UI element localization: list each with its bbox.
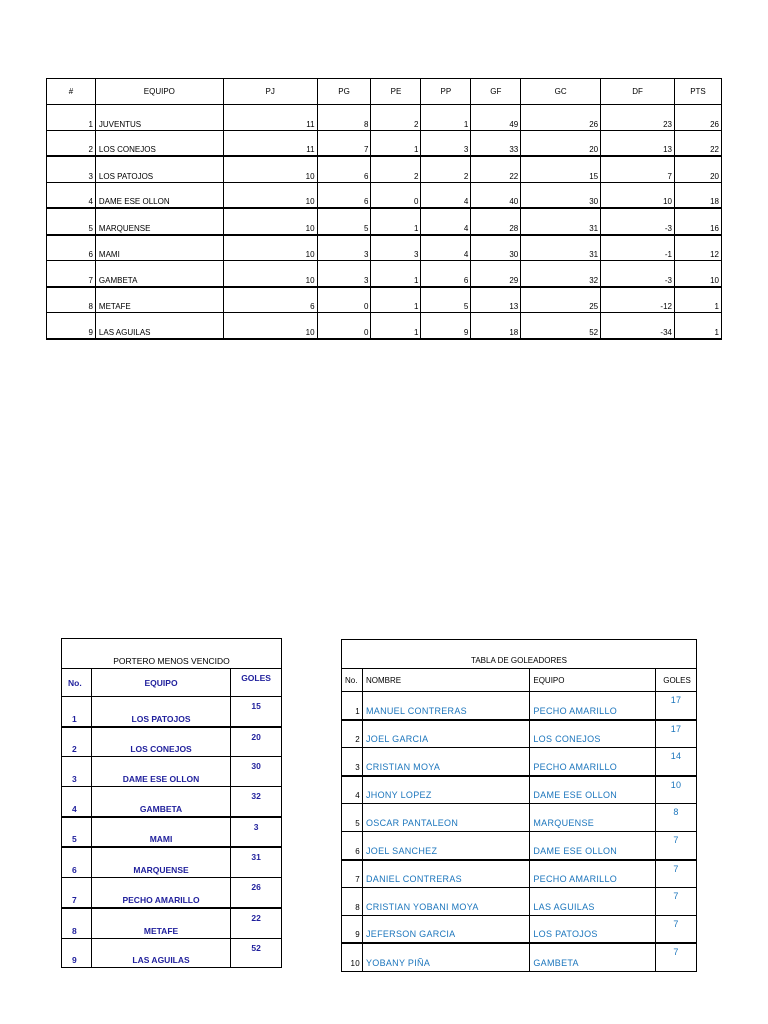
cell-pos: 3 [47,156,96,182]
cell-pg: 0 [317,287,371,313]
cell-no: 4 [342,776,363,804]
cell-df: -3 [601,261,675,287]
cell-pg: 6 [317,156,371,182]
cell-no: 9 [62,938,92,968]
cell-pg: 0 [317,313,371,339]
table-row [342,888,697,916]
cell-no: 8 [62,908,92,938]
col-header-goals: GOLES [656,669,697,692]
cell-team: DAME ESE OLLON [95,182,223,208]
cell-gc: 31 [521,235,601,261]
cell-name: JHONY LOPEZ [362,776,529,804]
table-row [62,727,282,757]
cell-pe: 1 [371,261,421,287]
cell-gf: 18 [471,313,521,339]
cell-gc: 25 [521,287,601,313]
cell-team: PECHO AMARILLO [530,748,656,776]
cell-goals: 7 [656,831,697,859]
cell-df: 13 [601,130,675,156]
table-row [47,313,722,339]
cell-pg: 6 [317,182,371,208]
standings-header-row [47,79,722,105]
cell-team: MARQUENSE [530,804,656,832]
cell-goals: 7 [656,915,697,943]
cell-pe: 1 [371,313,421,339]
cell-pp: 1 [421,105,471,131]
table-row [47,182,722,208]
cell-pos: 4 [47,182,96,208]
cell-df: -3 [601,208,675,235]
cell-pg: 3 [317,261,371,287]
cell-pg: 5 [317,208,371,235]
cell-pp: 5 [421,287,471,313]
cell-no: 1 [342,692,363,720]
cell-pe: 1 [371,208,421,235]
cell-team: PECHO AMARILLO [91,878,230,908]
cell-pts: 10 [674,261,721,287]
cell-gf: 49 [471,105,521,131]
cell-gc: 20 [521,130,601,156]
cell-goals: 31 [231,847,282,877]
cell-goals: 20 [231,727,282,757]
cell-no: 2 [62,727,92,757]
cell-pg: 3 [317,235,371,261]
col-header-pj: PJ [223,79,317,105]
cell-team: METAFE [95,287,223,313]
cell-pts: 20 [674,156,721,182]
cell-name: CRISTIAN MOYA [362,748,529,776]
col-header-df: DF [601,79,675,105]
scorers-header-row [342,669,697,692]
table-row [62,787,282,817]
col-header-team: EQUIPO [95,79,223,105]
cell-pts: 12 [674,235,721,261]
scorers-body [342,692,697,972]
cell-pe: 1 [371,130,421,156]
cell-pj: 10 [223,235,317,261]
cell-goals: 7 [656,860,697,888]
cell-team: LOS PATOJOS [91,697,230,727]
cell-gc: 15 [521,156,601,182]
cell-pe: 3 [371,235,421,261]
table-row [342,748,697,776]
cell-name: OSCAR PANTALEON [362,804,529,832]
cell-df: -12 [601,287,675,313]
cell-gf: 40 [471,182,521,208]
cell-no: 6 [342,831,363,859]
cell-pos: 8 [47,287,96,313]
cell-team: MARQUENSE [91,847,230,877]
cell-goals: 22 [231,908,282,938]
cell-gf: 22 [471,156,521,182]
scorers-title-row [342,640,697,669]
table-row [62,817,282,848]
table-row [62,847,282,877]
table-row [47,208,722,235]
cell-gf: 30 [471,235,521,261]
cell-pp: 2 [421,156,471,182]
cell-name: YOBANY PIÑA [362,943,529,971]
cell-pj: 11 [223,130,317,156]
cell-name: MANUEL CONTRERAS [362,692,529,720]
cell-team: MAMI [91,817,230,848]
cell-goals: 26 [231,878,282,908]
cell-df: -1 [601,235,675,261]
cell-no: 1 [62,697,92,727]
table-row [342,915,697,943]
goalkeeper-table [61,638,282,968]
cell-pj: 10 [223,182,317,208]
cell-pe: 0 [371,182,421,208]
cell-name: JOEL SANCHEZ [362,831,529,859]
cell-pj: 10 [223,261,317,287]
cell-goals: 52 [231,938,282,968]
cell-gf: 13 [471,287,521,313]
table-row [47,156,722,182]
cell-pos: 6 [47,235,96,261]
cell-gf: 33 [471,130,521,156]
cell-gc: 31 [521,208,601,235]
cell-pts: 26 [674,105,721,131]
cell-team: PECHO AMARILLO [530,860,656,888]
scorers-table-title: TABLA DE GOLEADORES [342,640,697,669]
col-header-pos: # [47,79,96,105]
cell-pe: 1 [371,287,421,313]
col-header-pg: PG [317,79,371,105]
cell-pj: 10 [223,208,317,235]
cell-team: LAS AGUILAS [95,313,223,339]
col-header-pe: PE [371,79,421,105]
cell-pos: 1 [47,105,96,131]
table-row [62,878,282,908]
cell-pp: 3 [421,130,471,156]
cell-goals: 17 [656,692,697,720]
table-row [62,757,282,787]
cell-no: 10 [342,943,363,971]
cell-no: 9 [342,915,363,943]
cell-pts: 1 [674,313,721,339]
cell-gf: 29 [471,261,521,287]
cell-pj: 6 [223,287,317,313]
cell-pe: 2 [371,156,421,182]
col-header-name: NOMBRE [362,669,529,692]
table-row [342,776,697,804]
cell-team: PECHO AMARILLO [530,692,656,720]
col-header-pts: PTS [674,79,721,105]
cell-gf: 28 [471,208,521,235]
cell-no: 4 [62,787,92,817]
cell-pts: 18 [674,182,721,208]
cell-name: JEFERSON GARCIA [362,915,529,943]
cell-team: DAME ESE OLLON [91,757,230,787]
cell-no: 5 [62,817,92,848]
cell-pos: 2 [47,130,96,156]
col-header-no: No. [62,669,92,697]
cell-team: DAME ESE OLLON [530,776,656,804]
cell-team: METAFE [91,908,230,938]
cell-team: LOS PATOJOS [95,156,223,182]
cell-pts: 1 [674,287,721,313]
table-row [342,860,697,888]
col-header-gc: GC [521,79,601,105]
cell-no: 7 [342,860,363,888]
cell-team: MAMI [95,235,223,261]
cell-goals: 10 [656,776,697,804]
cell-name: DANIEL CONTRERAS [362,860,529,888]
cell-goals: 8 [656,804,697,832]
cell-gc: 32 [521,261,601,287]
cell-team: DAME ESE OLLON [530,831,656,859]
table-row [342,831,697,859]
cell-gc: 26 [521,105,601,131]
cell-goals: 17 [656,720,697,748]
cell-team: LOS CONEJOS [95,130,223,156]
table-row [47,261,722,287]
cell-pj: 11 [223,105,317,131]
cell-team: LOS CONEJOS [530,720,656,748]
table-row [342,804,697,832]
cell-df: 7 [601,156,675,182]
cell-team: MARQUENSE [95,208,223,235]
table-row [47,287,722,313]
cell-name: JOEL GARCIA [362,720,529,748]
cell-name: CRISTIAN YOBANI MOYA [362,888,529,916]
cell-team: LAS AGUILAS [530,888,656,916]
cell-gc: 30 [521,182,601,208]
cell-df: 23 [601,105,675,131]
standings-body [47,105,722,339]
cell-pp: 4 [421,182,471,208]
cell-goals: 32 [231,787,282,817]
table-row [47,105,722,131]
cell-pg: 7 [317,130,371,156]
table-row [62,697,282,727]
goalkeeper-table-title: PORTERO MENOS VENCIDO [62,639,282,669]
cell-no: 3 [62,757,92,787]
scorers-table [341,639,697,972]
cell-pp: 4 [421,208,471,235]
cell-goals: 3 [231,817,282,848]
col-header-pp: PP [421,79,471,105]
table-row [342,720,697,748]
col-header-no: No. [342,669,363,692]
cell-pts: 16 [674,208,721,235]
cell-pg: 8 [317,105,371,131]
cell-goals: 7 [656,888,697,916]
cell-pos: 7 [47,261,96,287]
col-header-gf: GF [471,79,521,105]
cell-pj: 10 [223,156,317,182]
cell-goals: 14 [656,748,697,776]
table-row [47,130,722,156]
cell-pp: 6 [421,261,471,287]
cell-no: 7 [62,878,92,908]
goalkeeper-body [62,697,282,968]
cell-no: 6 [62,847,92,877]
cell-goals: 15 [231,697,282,727]
col-header-goals: GOLES [231,669,282,697]
cell-gc: 52 [521,313,601,339]
table-row [62,908,282,938]
table-row [47,235,722,261]
cell-pe: 2 [371,105,421,131]
cell-team: GAMBETA [530,943,656,971]
cell-pts: 22 [674,130,721,156]
cell-team: LOS CONEJOS [91,727,230,757]
cell-team: LOS PATOJOS [530,915,656,943]
cell-pj: 10 [223,313,317,339]
table-row [342,692,697,720]
cell-goals: 7 [656,943,697,971]
cell-team: GAMBETA [91,787,230,817]
col-header-team: EQUIPO [530,669,656,692]
cell-pp: 9 [421,313,471,339]
cell-team: GAMBETA [95,261,223,287]
table-row [62,938,282,968]
cell-no: 3 [342,748,363,776]
goalkeeper-header-row [62,669,282,697]
cell-df: 10 [601,182,675,208]
cell-pp: 4 [421,235,471,261]
cell-no: 8 [342,888,363,916]
cell-pos: 5 [47,208,96,235]
cell-pos: 9 [47,313,96,339]
cell-df: -34 [601,313,675,339]
cell-team: LAS AGUILAS [91,938,230,968]
cell-no: 2 [342,720,363,748]
cell-goals: 30 [231,757,282,787]
goalkeeper-title-row [62,639,282,669]
cell-no: 5 [342,804,363,832]
col-header-team: EQUIPO [91,669,230,697]
table-row [342,943,697,971]
cell-team: JUVENTUS [95,105,223,131]
standings-table [46,78,722,340]
